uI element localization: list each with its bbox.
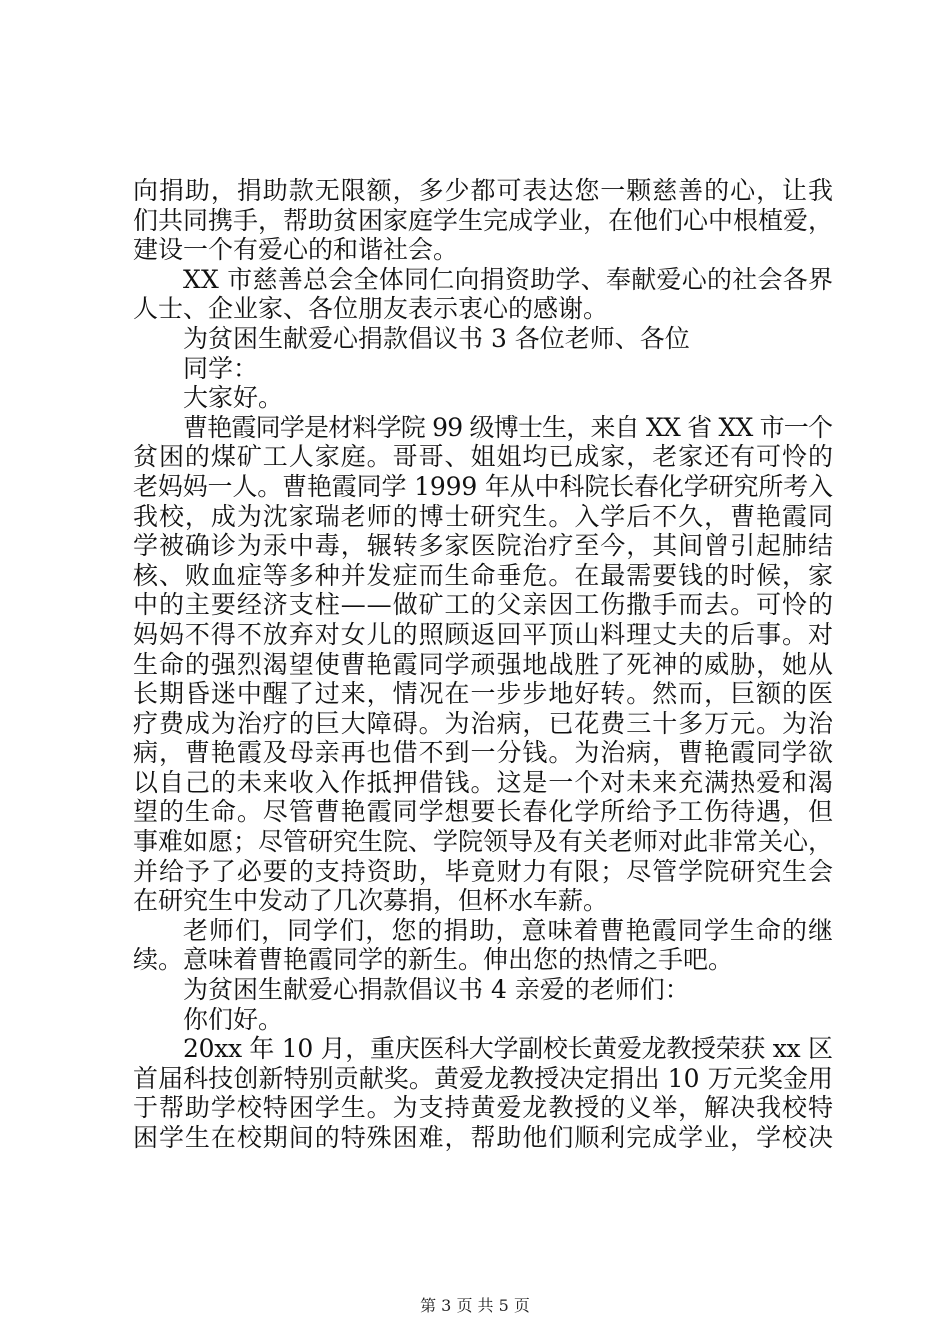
text-line: 在研究生中发动了几次募捐，但杯水车薪。 [133, 886, 609, 916]
text-line: 学被确诊为汞中毒，辗转多家医院治疗至今，其间曾引起肺结 [133, 531, 834, 561]
text-line: 并给予了必要的支持资助，毕竟财力有限；尽管学院研究生会 [133, 856, 834, 886]
text-line: 建设一个有爱心的和谐社会。 [133, 235, 459, 265]
text-line: 首届科技创新特别贡献奖。黄爱龙教授决定捐出 10 万元奖金用 [133, 1063, 834, 1093]
text-line: 生命的强烈渴望使曹艳霞同学顽强地战胜了死神的威胁，她从 [133, 649, 834, 679]
text-line: 向捐助，捐助款无限额，多少都可表达您一颗慈善的心，让我 [133, 176, 834, 205]
text-line: 病，曹艳霞及母亲再也借不到一分钱。为治病，曹艳霞同学欲 [133, 738, 834, 768]
text-line: 长期昏迷中醒了过来，情况在一步步地好转。然而，巨额的医 [133, 679, 834, 709]
page-footer: 第 3 页 共 5 页 [420, 1296, 530, 1315]
document-body [133, 176, 833, 1153]
text-line: 20xx 年 10 月，重庆医科大学副校长黄爱龙教授荣获 xx 区 [183, 1034, 833, 1064]
text-line: 曹艳霞同学是材料学院 99 级博士生，来自 XX 省 XX 市一个 [183, 412, 833, 442]
text-line: 于帮助学校特困学生。为支持黄爱龙教授的义举，解决我校特 [133, 1093, 834, 1123]
text-line: 疗费成为治疗的巨大障碍。为治病，已花费三十多万元。为治 [133, 708, 834, 738]
text-line: 续。意味着曹艳霞同学的新生。伸出您的热情之手吧。 [133, 945, 734, 975]
text-line: 老妈妈一人。曹艳霞同学 1999 年从中科院长春化学研究所考入 [133, 471, 833, 501]
text-line: 贫困的煤矿工人家庭。哥哥、姐姐均已成家，老家还有可怜的 [133, 442, 834, 472]
text-line: 人士、企业家、各位朋友表示衷心的感谢。 [133, 294, 609, 324]
text-line: 妈妈不得不放弃对女儿的照顾返回平顶山料理丈夫的后事。对 [133, 619, 834, 649]
text-line: 望的生命。尽管曹艳霞同学想要长春化学所给予工伤待遇，但 [133, 797, 834, 827]
text-line: 大家好。 [183, 383, 284, 413]
text-line: 我校，成为沈家瑞老师的博士研究生。入学后不久，曹艳霞同 [133, 501, 834, 531]
text-line: 为贫困生献爱心捐款倡议书 3 各位老师、各位 [183, 323, 690, 353]
text-line: XX 市慈善总会全体同仁向捐资助学、奉献爱心的社会各界 [183, 264, 834, 294]
text-line: 你们好。 [183, 1004, 284, 1034]
text-line: 同学： [183, 353, 259, 383]
text-line: 中的主要经济支柱——做矿工的父亲因工伤撒手而去。可怜的 [133, 590, 834, 620]
text-line: 老师们，同学们，您的捐助，意味着曹艳霞同学生命的继 [183, 915, 835, 945]
text-line: 们共同携手，帮助贫困家庭学生完成学业，在他们心中根植爱， [133, 205, 833, 235]
text-line: 以自己的未来收入作抵押借钱。这是一个对未来充满热爱和渴 [133, 767, 834, 797]
text-line: 为贫困生献爱心捐款倡议书 4 亲爱的老师们： [183, 975, 690, 1005]
text-line: 核、败血症等多种并发症而生命垂危。在最需要钱的时候，家 [133, 560, 834, 590]
text-line: 事难如愿；尽管研究生院、学院领导及有关老师对此非常关心， [133, 827, 833, 857]
text-line: 困学生在校期间的特殊困难，帮助他们顺利完成学业，学校决 [133, 1123, 834, 1152]
